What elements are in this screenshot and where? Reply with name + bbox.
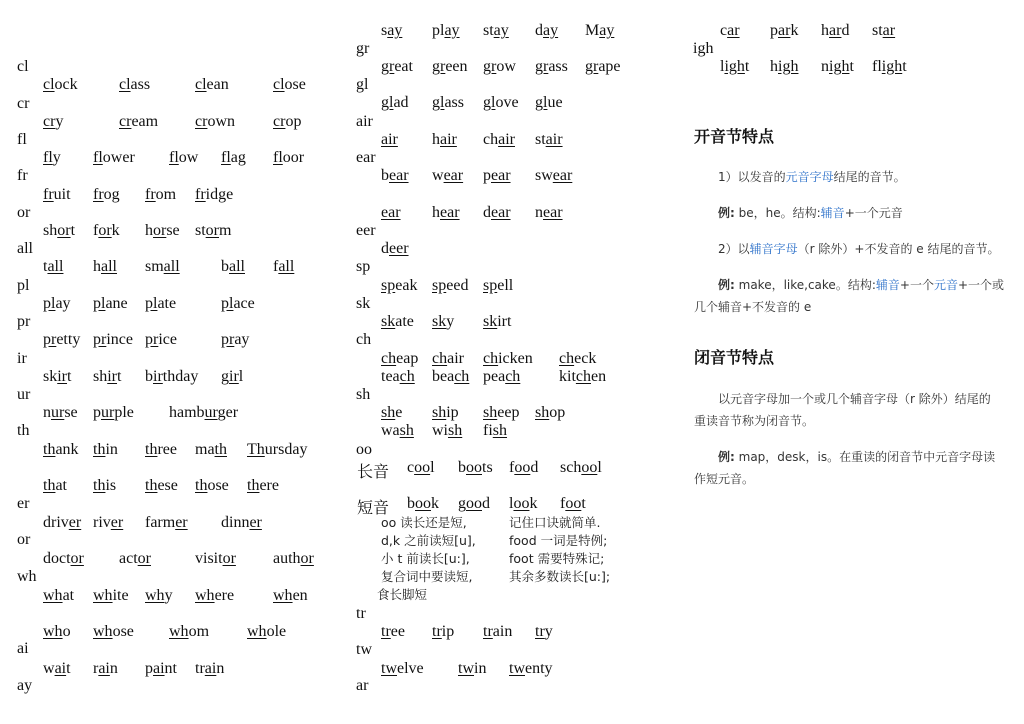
word: paint (145, 660, 177, 677)
group-label-tw: tw (356, 641, 372, 658)
word: great (381, 58, 413, 75)
word: flight (872, 58, 907, 75)
word: twelve (381, 660, 424, 677)
word: good (458, 495, 490, 512)
rhyme-line: 记住口诀就简单. (509, 515, 601, 530)
word: nurse (43, 404, 78, 421)
group-label-ur: ur (17, 386, 31, 403)
group-label-th: th (17, 422, 30, 439)
word: horse (145, 222, 180, 239)
group-label-or: or (17, 531, 31, 548)
oo-rhyme-last: 食长脚短 (377, 587, 428, 602)
word: when (273, 587, 308, 604)
word: from (145, 186, 177, 203)
word: beach (432, 368, 470, 385)
word: star (872, 22, 896, 39)
word: cool (407, 459, 435, 476)
word: trip (432, 623, 455, 640)
word: play (432, 22, 460, 39)
rhyme-line: oo 读长还是短, (381, 515, 467, 530)
word: wish (432, 422, 463, 439)
word: twenty (509, 660, 553, 677)
group-label-ear: ear (356, 149, 376, 166)
word: shop (535, 404, 566, 421)
word: check (559, 350, 597, 367)
word: train (483, 623, 513, 640)
open-syllable-title: 开音节特点 (694, 127, 775, 146)
word: try (535, 623, 553, 640)
word: peach (483, 368, 521, 385)
word: thank (43, 441, 79, 458)
word: tall (43, 258, 64, 275)
word: swear (535, 167, 573, 184)
word: where (195, 587, 235, 604)
word: teach (381, 368, 415, 385)
word: food (509, 459, 539, 476)
open-example-2: 例: make，like,cake。结构:辅音+一个元音+一个或 (718, 278, 1005, 292)
word: sky (432, 313, 455, 330)
long-sound-label: 长音 (357, 464, 390, 481)
short-sound-label: 短音 (357, 500, 390, 517)
word: what (43, 587, 75, 604)
rhyme-line: 其余多数读长[u:]; (509, 569, 611, 584)
word: rain (93, 660, 118, 677)
word: boots (458, 459, 493, 476)
word: glass (432, 94, 465, 111)
word: crop (273, 113, 302, 130)
word: say (381, 22, 403, 39)
word: air (381, 131, 398, 148)
word: place (221, 295, 255, 312)
group-label-sh: sh (356, 386, 371, 403)
word: stay (483, 22, 509, 39)
word: floor (273, 149, 305, 166)
word: spell (483, 277, 514, 294)
word: purple (93, 404, 134, 421)
word: play (43, 295, 71, 312)
word: farmer (145, 514, 188, 531)
word: dear (483, 204, 511, 221)
word: birthday (145, 368, 199, 385)
oo-rhyme-right (509, 514, 610, 586)
word: flow (169, 149, 199, 166)
closed-rule-1: 以元音字母加一个或几个辅音字母（r 除外）结尾的 (718, 392, 991, 406)
group-label-air: air (356, 113, 373, 130)
word: thin (93, 441, 118, 458)
word: ear (381, 204, 401, 221)
word: who (43, 623, 71, 640)
group-label-ar: ar (356, 677, 369, 694)
word: plane (93, 295, 128, 312)
group-label-wh: wh (17, 568, 37, 585)
word: actor (119, 550, 151, 567)
group-label-cr: cr (17, 95, 30, 112)
word: math (195, 441, 227, 458)
word: day (535, 22, 559, 39)
group-label-sk: sk (356, 295, 371, 312)
word: hall (93, 258, 117, 275)
word: car (720, 22, 740, 39)
word: visitor (195, 550, 236, 567)
word: grass (535, 58, 568, 75)
word: May (585, 22, 615, 39)
word: pretty (43, 331, 81, 348)
rhyme-line: food 一词是特例; (509, 533, 608, 548)
group-label-gl: gl (356, 76, 369, 93)
group-label-gr: gr (356, 40, 370, 57)
word: wait (43, 660, 71, 677)
rhyme-line: 复合词中要读短, (381, 569, 473, 584)
group-label-ay: ay (17, 677, 33, 694)
word: sheep (483, 404, 520, 421)
word: cream (119, 113, 159, 130)
group-label-cl: cl (17, 58, 29, 75)
word: pray (221, 331, 250, 348)
word: girl (221, 368, 244, 385)
word: kitchen (559, 368, 607, 385)
group-label-er: er (17, 495, 30, 512)
word: skirt (483, 313, 512, 330)
word: train (195, 660, 225, 677)
word: light (720, 58, 750, 75)
word: small (145, 258, 180, 275)
word: glove (483, 94, 519, 111)
word: clean (195, 76, 229, 93)
open-example-2-cont: 几个辅音+不发音的 e (694, 300, 812, 314)
word: ball (221, 258, 245, 275)
group-label-eer: eer (356, 222, 376, 239)
word: chicken (483, 350, 533, 367)
word: dinner (221, 514, 262, 531)
group-label-ir: ir (17, 350, 27, 367)
word: these (145, 477, 178, 494)
word: chair (483, 131, 515, 148)
open-rule-2: 2）以辅音字母（r 除外）+不发音的 e 结尾的音节。 (718, 242, 1000, 256)
group-label-pr: pr (17, 313, 31, 330)
word: pear (483, 167, 511, 184)
word: night (821, 58, 854, 75)
word: chair (432, 350, 464, 367)
word: school (560, 459, 602, 476)
word: shirt (93, 368, 122, 385)
word: hard (821, 22, 850, 39)
group-label-pl: pl (17, 277, 30, 294)
closed-rule-2: 重读音节称为闭音节。 (694, 414, 815, 428)
word: white (93, 587, 129, 604)
word: why (145, 587, 173, 604)
word: twin (458, 660, 487, 677)
word: whose (93, 623, 134, 640)
word: flag (221, 149, 246, 166)
word: near (535, 204, 563, 221)
word: foot (560, 495, 586, 512)
word: fly (43, 149, 61, 166)
word: green (432, 58, 468, 75)
word: cry (43, 113, 64, 130)
word: doctor (43, 550, 84, 567)
group-label-ai: ai (17, 640, 29, 657)
group-label-tr: tr (356, 605, 366, 622)
word: Thursday (247, 441, 308, 458)
group-label-oo: oo (356, 441, 372, 458)
word: flower (93, 149, 135, 166)
word: price (145, 331, 177, 348)
word: three (145, 441, 177, 458)
group-label-sp: sp (356, 258, 371, 275)
word: bear (381, 167, 409, 184)
word: skirt (43, 368, 72, 385)
word: hair (432, 131, 457, 148)
word: speed (432, 277, 469, 294)
rhyme-line: 小 t 前读长[u:], (381, 551, 470, 566)
word: crown (195, 113, 235, 130)
word: author (273, 550, 314, 567)
closed-syllable-title: 闭音节特点 (694, 348, 775, 367)
word: tree (381, 623, 405, 640)
word: fall (273, 258, 295, 275)
word: glue (535, 94, 563, 111)
closed-example-cont: 作短元音。 (694, 472, 755, 486)
word: this (93, 477, 117, 494)
word: stair (535, 131, 563, 148)
word: she (381, 404, 403, 421)
word: grape (585, 58, 621, 75)
word: grow (483, 58, 516, 75)
label-igh: igh (693, 40, 714, 57)
word: park (770, 22, 799, 39)
open-example-1: 例: be，he。结构:辅音+一个元音 (718, 206, 903, 220)
word: wash (381, 422, 414, 439)
word: book (407, 495, 439, 512)
word: glad (381, 94, 409, 111)
word: plate (145, 295, 177, 312)
word: frog (93, 186, 120, 203)
word: skate (381, 313, 414, 330)
word: river (93, 514, 124, 531)
word: fish (483, 422, 508, 439)
word: there (247, 477, 279, 494)
group-label-fr: fr (17, 167, 28, 184)
word: storm (195, 222, 232, 239)
word: clock (43, 76, 78, 93)
word: whole (247, 623, 287, 640)
word: that (43, 477, 67, 494)
open-rule-1: 1）以发音的元音字母结尾的音节。 (718, 170, 906, 184)
word: wear (432, 167, 464, 184)
word: cheap (381, 350, 419, 367)
word: speak (381, 277, 418, 294)
word: ship (432, 404, 459, 421)
word: fridge (195, 186, 234, 203)
word: fork (93, 222, 120, 239)
oo-rhyme-left (381, 514, 476, 586)
word: high (770, 58, 799, 75)
word: short (43, 222, 76, 239)
word: whom (169, 623, 210, 640)
word: look (509, 495, 538, 512)
group-label-fl: fl (17, 131, 27, 148)
closed-example: 例: map，desk，is。在重读的闭音节中元音字母读 (718, 450, 996, 464)
group-label-ch: ch (356, 331, 372, 348)
word: driver (43, 514, 82, 531)
word: prince (93, 331, 133, 348)
group-label-all: all (17, 240, 33, 257)
word: deer (381, 240, 409, 257)
word: class (119, 76, 151, 93)
group-label-or: or (17, 204, 31, 221)
word: hear (432, 204, 460, 221)
word: fruit (43, 186, 71, 203)
rhyme-line: d,k 之前读短[u], (381, 533, 476, 548)
word: hamburger (169, 404, 239, 421)
word: close (273, 76, 306, 93)
rhyme-line: foot 需要特殊记; (509, 551, 605, 566)
word: those (195, 477, 229, 494)
